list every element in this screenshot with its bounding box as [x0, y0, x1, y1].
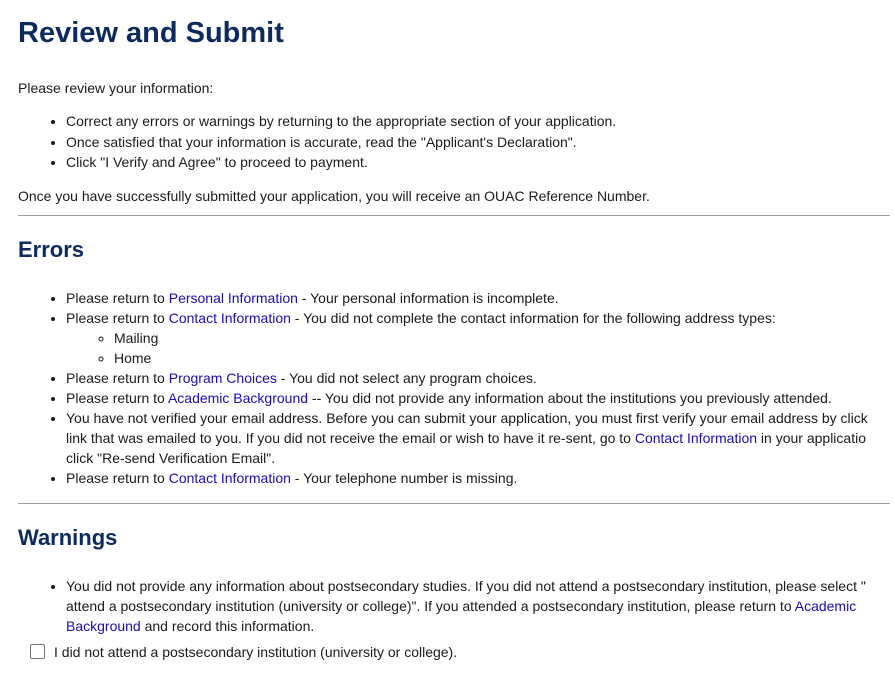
page-title: Review and Submit — [18, 17, 284, 49]
email-verification-line — [66, 430, 866, 446]
error-item — [66, 368, 890, 388]
error-prefix: Please return to — [66, 469, 169, 486]
error-message: - You did not select any program choices. — [276, 369, 537, 386]
section-divider — [18, 503, 890, 504]
warning-line: You did not provide any information about postsecondary studies. If you did not attend a postsecondary institution, please select " — [66, 577, 866, 594]
warnings-list — [18, 576, 890, 636]
academic-background-link[interactable]: Academic — [794, 597, 857, 614]
academic-background-link[interactable]: Background — [66, 617, 141, 634]
warning-line — [66, 598, 856, 614]
warning-line-suffix: and record this information. — [140, 617, 315, 634]
error-prefix: Please return to — [66, 289, 169, 306]
address-type-list — [66, 328, 890, 368]
contact-information-link[interactable]: Contact Information — [168, 469, 291, 486]
program-choices-link[interactable]: Program Choices — [168, 369, 277, 386]
warnings-heading: Warnings — [18, 524, 118, 550]
email-verification-line: click "Re-send Verification Email". — [66, 449, 276, 466]
contact-information-link[interactable]: Contact Information — [634, 429, 758, 446]
no-postsecondary-checkbox[interactable] — [30, 644, 45, 659]
section-divider — [18, 215, 890, 216]
error-item — [66, 408, 890, 468]
error-message: - Your telephone number is missing. — [290, 469, 518, 486]
errors-heading: Errors — [18, 236, 85, 262]
error-item — [66, 288, 890, 308]
no-postsecondary-option[interactable] — [30, 644, 890, 660]
personal-information-link[interactable]: Personal Information — [168, 289, 298, 306]
address-type-item: ◦ Home — [114, 348, 890, 368]
reference-note: Once you have successfully submitted your application, you will receive an OUAC Reference Number. — [18, 187, 650, 204]
intro-text: Please review your information: — [18, 80, 214, 96]
no-postsecondary-label[interactable]: I did not attend a postsecondary institution (university or college). — [54, 643, 458, 660]
address-type-item: ◦ Mailing — [114, 328, 890, 348]
email-line-suffix: in your applicatio — [757, 429, 866, 446]
email-verification-line: You have not verified your email address. Before you can submit your application, you must first verify your email address by click — [66, 409, 868, 426]
academic-background-link[interactable]: Academic Background — [167, 389, 309, 406]
warning-item — [66, 576, 890, 636]
errors-list — [18, 288, 890, 488]
instruction-item: • Click "I Verify and Agree" to proceed to payment. — [66, 152, 890, 173]
error-message: -- You did not provide any information about the institutions you previously attended. — [308, 389, 832, 406]
contact-information-link[interactable]: Contact Information — [168, 309, 291, 326]
error-prefix: Please return to — [66, 389, 168, 406]
error-item — [66, 308, 890, 368]
instruction-item: • Correct any errors or warnings by returning to the appropriate section of your application. — [66, 111, 890, 132]
instruction-item: • Once satisfied that your information is accurate, read the "Applicant's Declaration". — [66, 132, 890, 153]
error-prefix: Please return to — [66, 309, 169, 326]
instructions-list — [18, 111, 890, 173]
email-line-prefix: link that was emailed to you. If you did not receive the email or wish to have it re-sent, go to — [66, 429, 635, 446]
error-item — [66, 468, 890, 488]
warning-line-prefix: attend a postsecondary institution (university or college)". If you attended a postsecondary institution, please return to — [66, 597, 795, 614]
error-message: - You did not complete the contact information for the following address types: — [290, 309, 776, 326]
error-item — [66, 388, 890, 408]
error-prefix: Please return to — [66, 369, 169, 386]
error-message: - Your personal information is incomplete. — [297, 289, 559, 306]
